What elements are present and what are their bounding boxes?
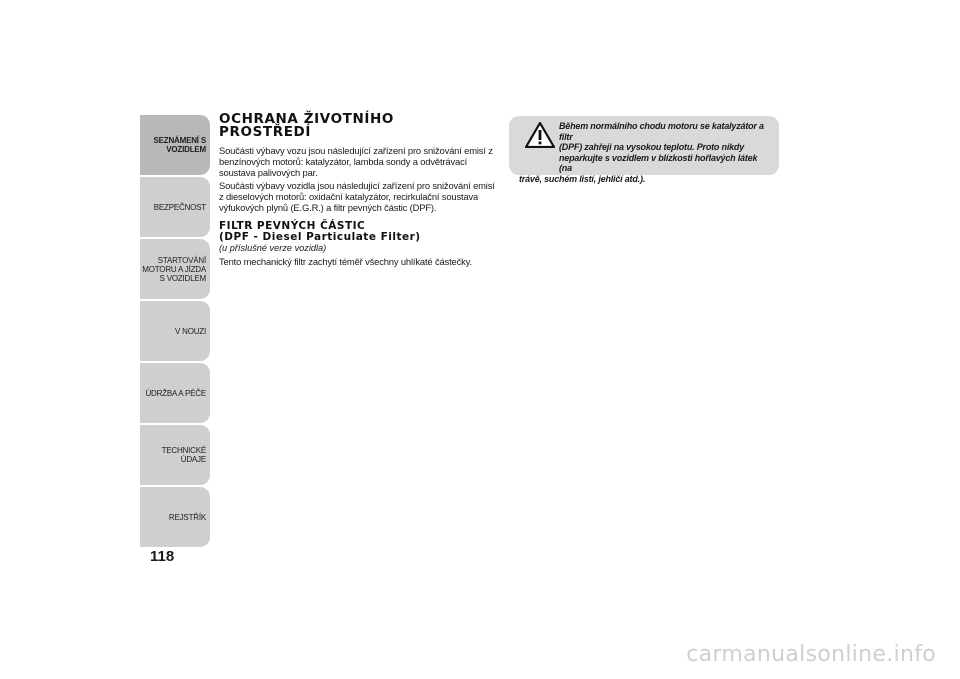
tab-label: STARTOVÁNÍ MOTORU A JÍZDA S VOZIDLEM <box>142 255 206 283</box>
version-note: (u příslušné verze vozidla) <box>219 243 327 253</box>
tab-udrzba-a-pece[interactable] <box>140 363 210 423</box>
subsection-heading-line2: (DPF - Diesel Particulate Filter) <box>219 231 421 243</box>
paragraph-filter: Tento mechanický filtr zachytí téměř všechny uhlíkaté částečky. <box>219 256 472 267</box>
paragraph-petrol: Součásti výbavy vozu jsou následující zařízení pro snižování emisí z benzínových motorů: katalyzátor, lambda sondy a odvětrávací soustava palivových par. <box>219 145 493 178</box>
tab-label: REJSTŘÍK <box>168 512 206 522</box>
tab-startovani[interactable] <box>140 239 210 299</box>
tab-rejstrik[interactable] <box>140 487 210 547</box>
warning-line2: (DPF) zahřeji na vysokou teplotu. Proto nikdy <box>559 142 745 152</box>
tab-bezpecnost[interactable] <box>140 177 210 237</box>
warning-line1: Během normálního chodu motoru se katalyzátor a filtr <box>559 121 764 142</box>
paragraph-diesel: Součásti výbavy vozidla jsou následující zařízení pro snižování emisí z dieselových motorů: oxidační katalyzátor, recirkulační soustava výfukových plynů (E.G.R.) a filtr pevných částic (DPF). <box>219 180 495 213</box>
warning-text <box>519 121 769 184</box>
warning-line3: neparkujte s vozidlem v blízkosti hořlavých látek (na <box>559 152 758 173</box>
warning-box <box>509 116 779 184</box>
tab-label: BEZPEČNOST <box>153 202 206 212</box>
tab-technicke-udaje[interactable] <box>140 425 210 485</box>
chapter-sidebar <box>140 115 210 549</box>
page-number: 118 <box>150 548 175 565</box>
section-heading <box>219 113 499 139</box>
warning-triangle-icon <box>525 122 555 148</box>
tab-seznameni-s-vozidlem[interactable] <box>140 115 210 175</box>
tab-label: TECHNICKÉ ÚDAJE <box>161 446 206 464</box>
subsection-heading-line1: FILTR PEVNÝCH ČÁSTIC <box>219 220 366 232</box>
watermark: carmanualsonline.info <box>686 642 936 667</box>
subsection-heading <box>219 221 499 243</box>
warning-line4: trávě, suchém listí, jehličí atd.). <box>519 173 646 184</box>
main-column <box>219 113 499 269</box>
tab-label: SEZNÁMENÍ S VOZIDLEM <box>153 136 206 154</box>
tab-v-nouzi[interactable] <box>140 301 210 361</box>
section-heading-line2: PROSTŘEDÍ <box>219 124 311 140</box>
tab-label: ÚDRŽBA A PÉČE <box>145 388 206 398</box>
section-heading-line1: OCHRANA ŽIVOTNÍHO <box>219 111 394 127</box>
tab-label: V NOUZI <box>174 326 206 336</box>
